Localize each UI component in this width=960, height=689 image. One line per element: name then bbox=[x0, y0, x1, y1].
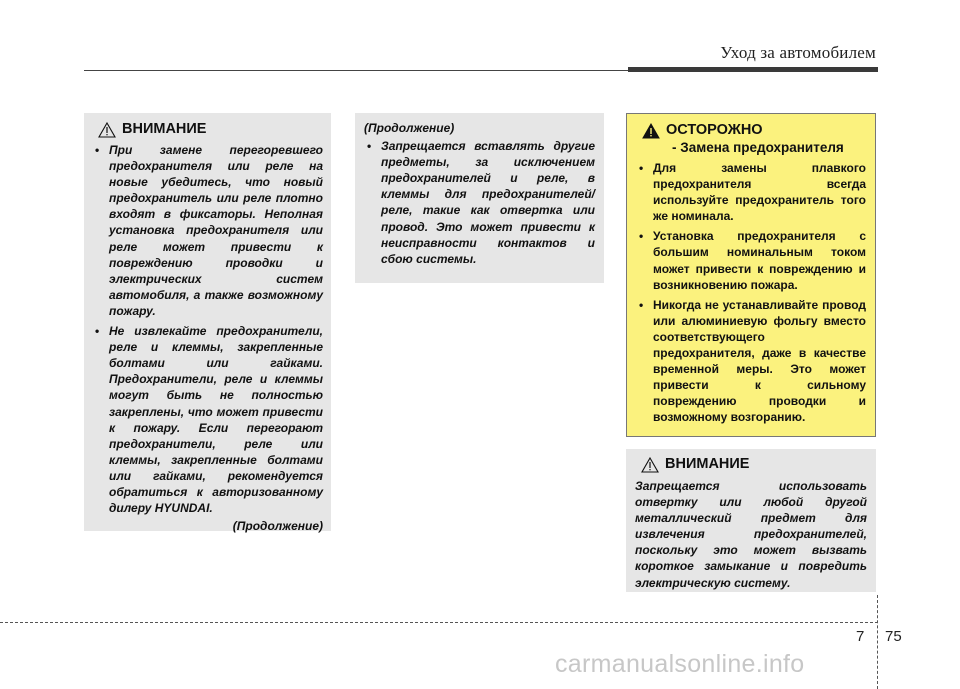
footer-rule bbox=[0, 622, 878, 623]
warning-box-3 bbox=[626, 449, 876, 592]
caution-item: • Установка предохранителя с большим номинальным током может привести к повреждению и возникновению пожара. bbox=[636, 228, 866, 292]
caution-item: • Для замены плавкого предохранителя всегда используйте предохранитель того же номинала. bbox=[636, 160, 866, 224]
warning-text: Запрещается использовать отвертку или любой другой металлический предмет для извлечения предохранителей, поскольку это может вызвать короткое замыкание и повредить электрическую систему. bbox=[635, 479, 867, 590]
warning-item: • Запрещается вставлять другие предметы, за исключением предохранителей и реле, в клеммы для предохранителей/реле, такие как отвертка или провод. Это может привести к неисправности контактов и сбою системы. bbox=[364, 138, 595, 267]
watermark-text: carmanualsonline.info bbox=[555, 650, 805, 678]
warning-list bbox=[364, 138, 595, 267]
caution-item: • Никогда не устанавливайте провод или алюминиевую фольгу вместо соответствующего предохранителя, даже в качестве временной меры. Это может привести к сильному повреждению проводки и возможному возгоранию. bbox=[636, 297, 866, 426]
continued-label: (Продолжение) bbox=[364, 121, 455, 135]
caution-title: ОСТОРОЖНО bbox=[666, 122, 763, 138]
caution-triangle-icon bbox=[642, 123, 660, 139]
warning-item: • Не извлекайте предохранители, реле и клеммы, закрепленные болтами или гайками. Предохранители, реле и клеммы могут быть не полностью закреплены, что может привести к пожару. Если перегорают предохранители, реле или клеммы, закрепленные болтами или гайками, рекомендуется обратиться к авторизованному дилеру HYUNDAI. bbox=[92, 323, 323, 516]
warning-list bbox=[92, 142, 323, 516]
header-bar bbox=[628, 67, 878, 72]
chapter-number: 7 bbox=[856, 628, 865, 645]
page-header-title: Уход за автомобилем bbox=[720, 43, 876, 62]
caution-subtitle: - Замена предохранителя bbox=[672, 140, 844, 155]
warning-box-2 bbox=[355, 113, 604, 283]
warning-triangle-icon bbox=[641, 457, 659, 473]
warning-triangle-icon bbox=[98, 122, 116, 138]
warning-heading bbox=[98, 121, 323, 138]
warning-title: ВНИМАНИЕ bbox=[122, 121, 207, 137]
caution-box bbox=[626, 113, 876, 437]
footer-divider bbox=[877, 595, 878, 689]
warning-box-1 bbox=[84, 113, 331, 534]
warning-item: • При замене перегоревшего предохранителя или реле на новые убедитесь, что новый предохранитель или реле плотно входят в фиксаторы. Неполная установка предохранителя или реле может привести к повреждению проводки и электрических систем автомобиля, а также возможному пожару. bbox=[92, 142, 323, 319]
warning-heading bbox=[641, 456, 867, 473]
caution-list bbox=[636, 160, 866, 426]
page-number: 75 bbox=[885, 628, 902, 645]
continued-label: (Продолжение) bbox=[232, 519, 323, 534]
header-rule bbox=[84, 70, 628, 71]
warning-title: ВНИМАНИЕ bbox=[665, 456, 750, 472]
caution-heading bbox=[642, 122, 866, 139]
